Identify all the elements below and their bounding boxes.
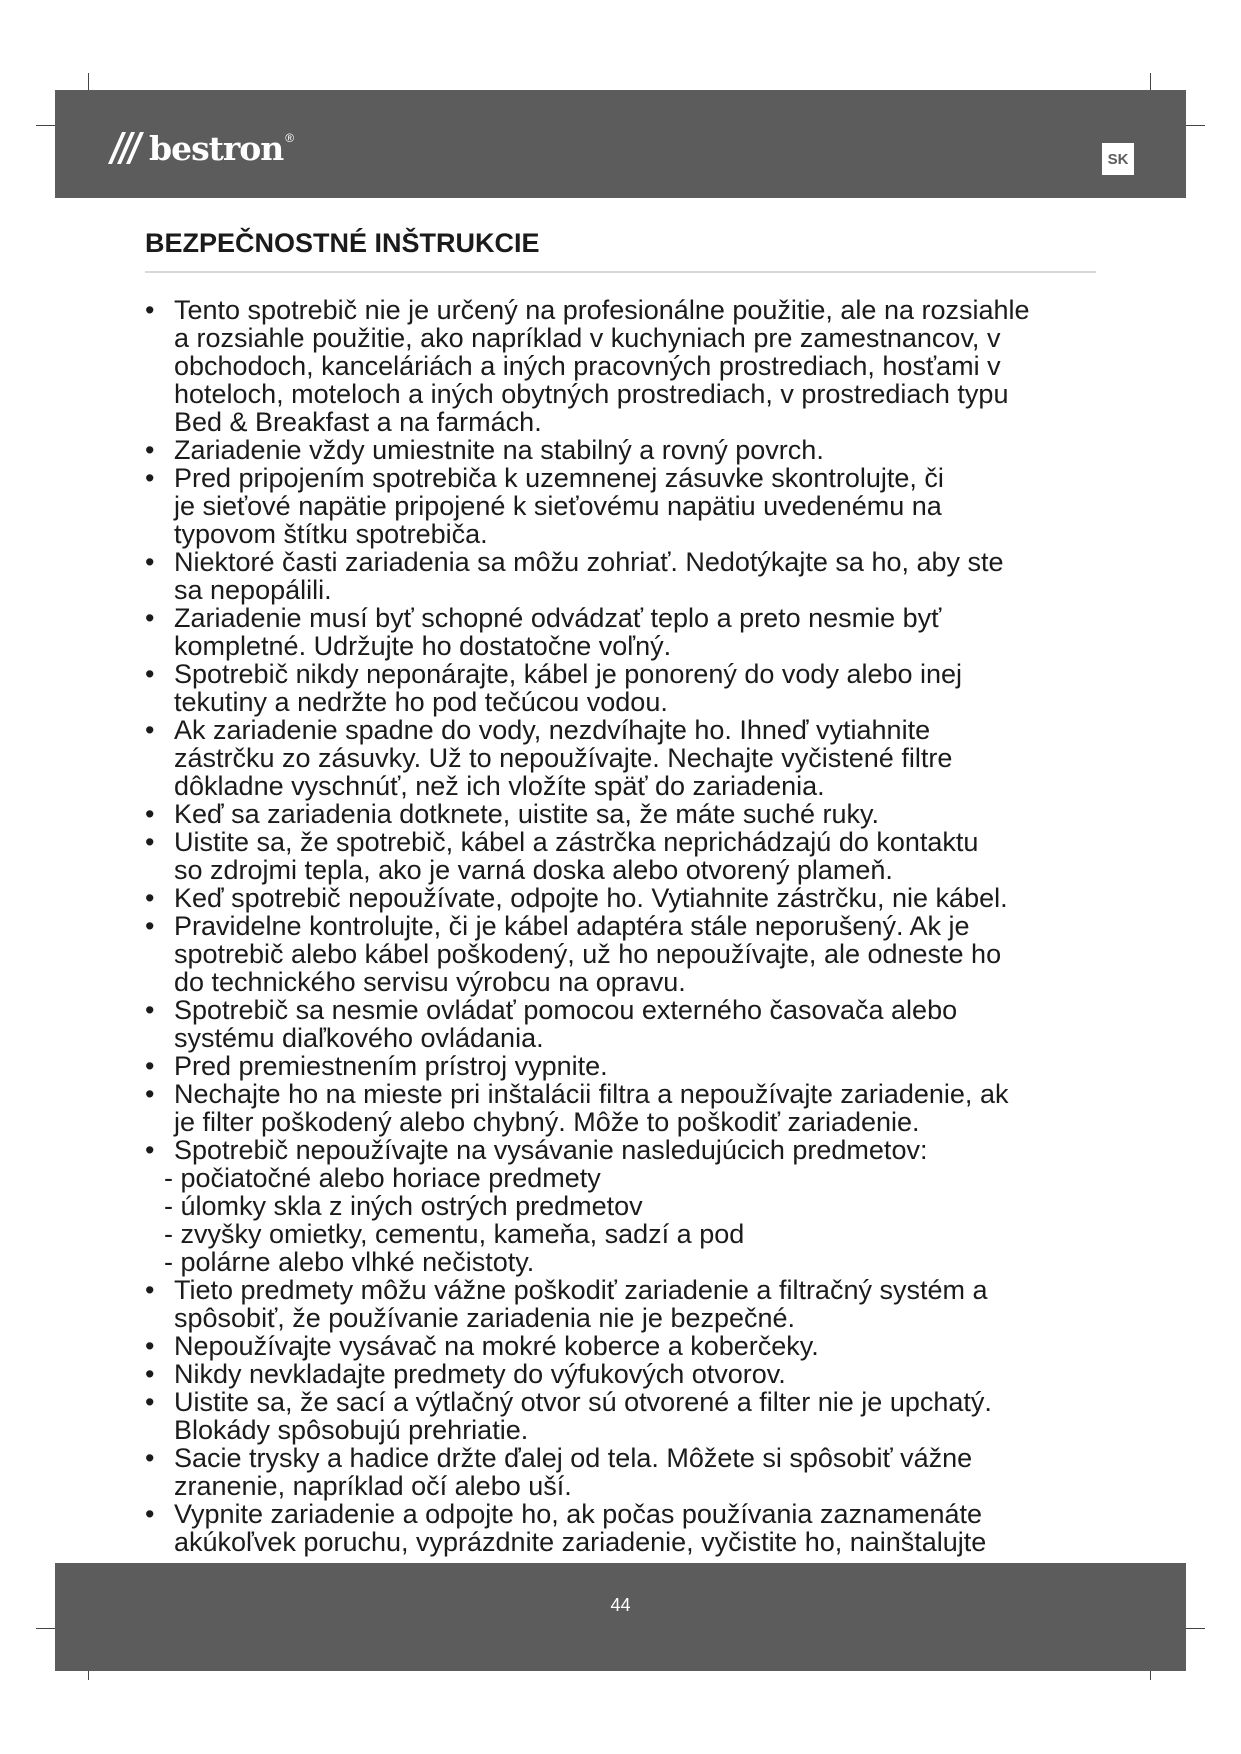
list-item-text: [161, 1248, 1105, 1276]
text-line: • Nikdy nevkladajte predmety do výfukových otvorov.: [174, 1359, 786, 1389]
sub-list-item: [145, 1220, 1105, 1248]
list-item-text: [171, 604, 1105, 660]
list-item: [145, 1136, 1105, 1164]
text-line: - polárne alebo vlhké nečistoty.: [164, 1247, 535, 1277]
text-line: systému diaľkového ovládania.: [174, 1023, 544, 1053]
text-line: spotrebič alebo kábel poškodený, už ho nepoužívajte, ale odneste ho: [174, 939, 1002, 969]
text-line: • Spotrebič nikdy neponárajte, kábel je ponorený do vody alebo inej: [174, 659, 963, 689]
text-line: je filter poškodený alebo chybný. Môže to poškodiť zariadenie.: [174, 1107, 920, 1137]
list-item: [145, 296, 1105, 436]
list-item-text: [171, 884, 1105, 912]
list-item-text: [171, 1360, 1105, 1388]
logo-chevron-icon: [105, 130, 145, 166]
text-line: akúkoľvek poruchu, vyprázdnite zariadenie, vyčistite ho, nainštalujte: [174, 1527, 987, 1557]
text-line: - zvyšky omietky, cementu, kameňa, sadzí a pod: [164, 1219, 745, 1249]
text-line: • Pravidelne kontrolujte, či je kábel adaptéra stále neporušený. Ak je: [174, 911, 970, 941]
list-item-text: [171, 1080, 1105, 1136]
text-line: do technického servisu výrobcu na opravu.: [174, 967, 686, 997]
list-item-text: [171, 716, 1105, 800]
text-line: • Nepoužívajte vysávač na mokré koberce a koberčeky.: [174, 1331, 819, 1361]
text-line: Bed & Breakfast a na farmách.: [174, 407, 542, 437]
text-line: • Vypnite zariadenie a odpojte ho, ak počas používania zaznamenáte: [174, 1499, 983, 1529]
text-line: tekutiny a nedržte ho pod tečúcou vodou.: [174, 687, 668, 717]
list-item: [145, 884, 1105, 912]
text-line: • Spotrebič sa nesmie ovládať pomocou externého časovača alebo: [174, 995, 958, 1025]
text-line: • Ak zariadenie spadne do vody, nezdvíhajte ho. Ihneď vytiahnite: [174, 715, 931, 745]
brand-logo: [105, 130, 293, 166]
list-item: [145, 1388, 1105, 1444]
page-title: BEZPEČNOSTNÉ INŠTRUKCIE: [145, 228, 1096, 273]
text-line: zástrčku zo zásuvky. Už to nepoužívajte. Nechajte vyčistené filtre: [174, 743, 953, 773]
text-line: kompletné. Udržujte ho dostatočne voľný.: [174, 631, 672, 661]
list-item: [145, 1500, 1105, 1556]
text-line: • Tieto predmety môžu vážne poškodiť zariadenie a filtračný systém a: [174, 1275, 988, 1305]
text-line: dôkladne vyschnúť, než ich vložíte späť do zariadenia.: [174, 771, 825, 801]
list-item: [145, 1276, 1105, 1332]
text-line: obchodoch, kanceláriách a iných pracovných prostrediach, hosťami v: [174, 351, 1001, 381]
page-content: [145, 228, 1105, 1556]
text-line: • Niektoré časti zariadenia sa môžu zohriať. Nedotýkajte sa ho, aby ste: [174, 547, 1004, 577]
list-item-text: [171, 800, 1105, 828]
list-item-text: [171, 1388, 1105, 1444]
list-item-text: [171, 1444, 1105, 1500]
list-item: [145, 660, 1105, 716]
text-line: typovom štítku spotrebiča.: [174, 519, 488, 549]
sub-list-item: [145, 1248, 1105, 1276]
text-line: • Zariadenie vždy umiestnite na stabilný a rovný povrch.: [174, 435, 824, 465]
list-item-text: [171, 1500, 1105, 1556]
list-item-text: [171, 1332, 1105, 1360]
list-item-text: [171, 548, 1105, 604]
text-line: • Uistite sa, že spotrebič, kábel a zástrčka neprichádzajú do kontaktu: [174, 827, 979, 857]
text-line: • Pred premiestnením prístroj vypnite.: [174, 1051, 608, 1081]
footer-bar: [55, 1563, 1186, 1671]
text-line: - úlomky skla z iných ostrých predmetov: [164, 1191, 643, 1221]
text-line: • Keď sa zariadenia dotknete, uistite sa, že máte suché ruky.: [174, 799, 879, 829]
list-item-text: [171, 828, 1105, 884]
list-item: [145, 1444, 1105, 1500]
text-line: a rozsiahle použitie, ako napríklad v kuchyniach pre zamestnancov, v: [174, 323, 1001, 353]
text-line: • Nechajte ho na mieste pri inštalácii filtra a nepoužívajte zariadenie, ak: [174, 1079, 1009, 1109]
list-item-text: [171, 1276, 1105, 1332]
list-item: [145, 1080, 1105, 1136]
list-item-text: [171, 464, 1105, 548]
page-number: 44: [610, 1595, 631, 1615]
text-line: • Sacie trysky a hadice držte ďalej od tela. Môžete si spôsobiť vážne: [174, 1443, 973, 1473]
list-item-text: [161, 1220, 1105, 1248]
list-item: [145, 548, 1105, 604]
text-line: • Uistite sa, že sací a výtlačný otvor sú otvorené a filter nie je upchatý.: [174, 1387, 992, 1417]
list-item: [145, 1052, 1105, 1080]
list-item: [145, 464, 1105, 548]
list-item: [145, 800, 1105, 828]
sub-list-item: [145, 1164, 1105, 1192]
text-line: • Pred pripojením spotrebiča k uzemnenej zásuvke skontrolujte, či: [174, 463, 944, 493]
list-item-text: [171, 660, 1105, 716]
list-item: [145, 1332, 1105, 1360]
text-line: so zdrojmi tepla, ako je varná doska alebo otvorený plameň.: [174, 855, 893, 885]
text-line: Blokády spôsobujú prehriatie.: [174, 1415, 529, 1445]
list-item: [145, 1360, 1105, 1388]
text-line: • Keď spotrebič nepoužívate, odpojte ho. Vytiahnite zástrčku, nie kábel.: [174, 883, 1008, 913]
text-line: • Spotrebič nepoužívajte na vysávanie nasledujúcich predmetov:: [174, 1135, 928, 1165]
list-item: [145, 436, 1105, 464]
text-line: je sieťové napätie pripojené k sieťovému napätiu uvedenému na: [174, 491, 942, 521]
text-line: • Zariadenie musí byť schopné odvádzať teplo a preto nesmie byť: [174, 603, 942, 633]
registered-mark: ®: [285, 130, 294, 145]
list-item: [145, 996, 1105, 1052]
list-item: [145, 716, 1105, 800]
list-item-text: [161, 1192, 1105, 1220]
list-item: [145, 912, 1105, 996]
list-item-text: [161, 1164, 1105, 1192]
list-item-text: [171, 912, 1105, 996]
sub-list-item: [145, 1192, 1105, 1220]
list-item: [145, 604, 1105, 660]
list-item-text: [171, 996, 1105, 1052]
list-item-text: [171, 1052, 1105, 1080]
brand-name: bestron ®: [149, 128, 294, 168]
list-item-text: [171, 436, 1105, 464]
text-line: sa nepopálili.: [174, 575, 332, 605]
language-badge: SK: [1102, 143, 1134, 175]
header-bar: [55, 90, 1186, 198]
text-line: • Tento spotrebič nie je určený na profesionálne použitie, ale na rozsiahle: [174, 295, 1030, 325]
text-line: hoteloch, moteloch a iných obytných prostrediach, v prostrediach typu: [174, 379, 1009, 409]
text-line: zranenie, napríklad očí alebo uší.: [174, 1471, 572, 1501]
list-item: [145, 828, 1105, 884]
list-item-text: [171, 1136, 1105, 1164]
text-line: spôsobiť, že používanie zariadenia nie je bezpečné.: [174, 1303, 796, 1333]
text-line: - počiatočné alebo horiace predmety: [164, 1163, 601, 1193]
list-item-text: [171, 296, 1105, 436]
instruction-list: [145, 296, 1105, 1556]
